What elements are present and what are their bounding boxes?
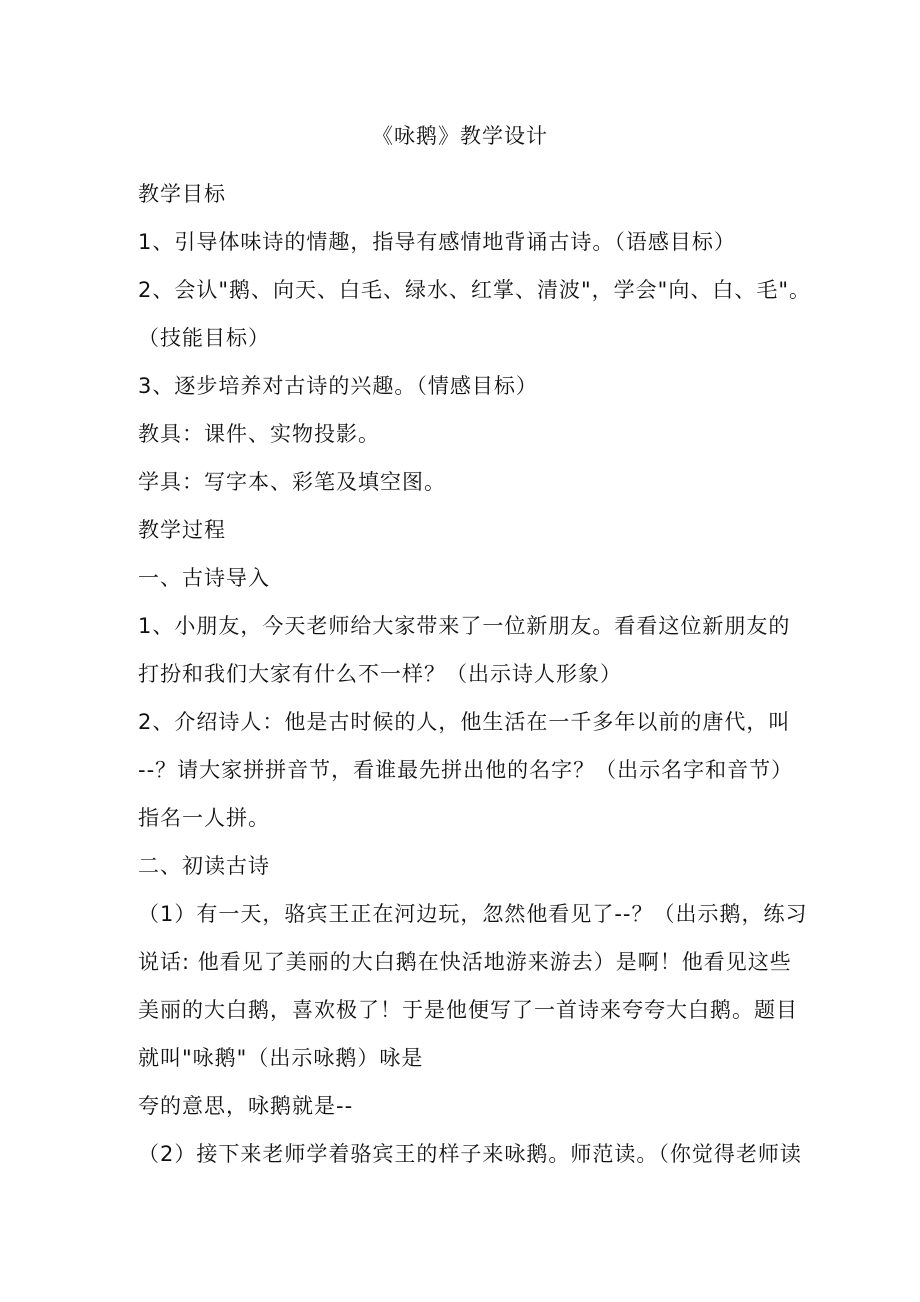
paragraph [138, 554, 788, 602]
text-line: 3、逐步培养对古诗的兴趣。（情感目标） [138, 374, 538, 398]
paragraph [138, 602, 791, 698]
paragraph [138, 458, 788, 506]
text-line: 就叫"咏鹅"（出示咏鹅）咏是 [138, 1046, 424, 1070]
text-line: 二、初读古诗 [138, 854, 270, 878]
paragraph [138, 506, 788, 554]
paragraph [138, 218, 788, 266]
text-line: 夸的意思，咏鹅就是-- [138, 1094, 354, 1118]
text-line: （技能目标） [138, 326, 270, 350]
text-line: 一、古诗导入 [138, 566, 270, 590]
paragraph [138, 1082, 788, 1130]
paragraph [138, 170, 788, 218]
document-title: 《咏鹅》教学设计 [372, 124, 548, 148]
paragraph [138, 890, 808, 1082]
text-line: 教具：课件、实物投影。 [138, 422, 380, 446]
paragraph [138, 266, 811, 362]
text-line: --？请大家拼拼音节，看谁最先拼出他的名字？（出示名字和音节） [138, 758, 794, 782]
text-line: 1、引导体味诗的情趣，指导有感情地背诵古诗。（语感目标） [138, 230, 736, 254]
paragraph [138, 410, 788, 458]
paragraph [138, 1130, 802, 1178]
text-line: 说话: 他看见了美丽的大白鹅在快活地游来游去）是啊！他看见这些 [138, 950, 792, 974]
paragraph [138, 842, 788, 890]
text-line: 打扮和我们大家有什么不一样？（出示诗人形象） [138, 662, 622, 686]
text-line: （1）有一天，骆宾王正在河边玩，忽然他看见了--？（出示鹅，练习 [138, 902, 808, 926]
text-line: 1、小朋友，今天老师给大家带来了一位新朋友。看看这位新朋友的 [138, 614, 791, 638]
text-line: 教学过程 [138, 518, 226, 542]
paragraph [138, 698, 794, 842]
text-line: 2、介绍诗人：他是古时候的人，他生活在一千多年以前的唐代，叫 [138, 710, 791, 734]
text-line: 学具：写字本、彩笔及填空图。 [138, 470, 446, 494]
text-line: 美丽的大白鹅，喜欢极了！于是他便写了一首诗来夸夸大白鹅。题目 [138, 998, 798, 1022]
text-line: 教学目标 [138, 182, 226, 206]
text-line: （2）接下来老师学着骆宾王的样子来咏鹅。师范读。（你觉得老师读 [138, 1142, 802, 1166]
text-line: 指名一人拼。 [138, 806, 270, 830]
text-line: 2、会认"鹅、向天、白毛、绿水、红掌、清波"，学会"向、白、毛"。 [138, 278, 811, 302]
paragraph [138, 362, 788, 410]
